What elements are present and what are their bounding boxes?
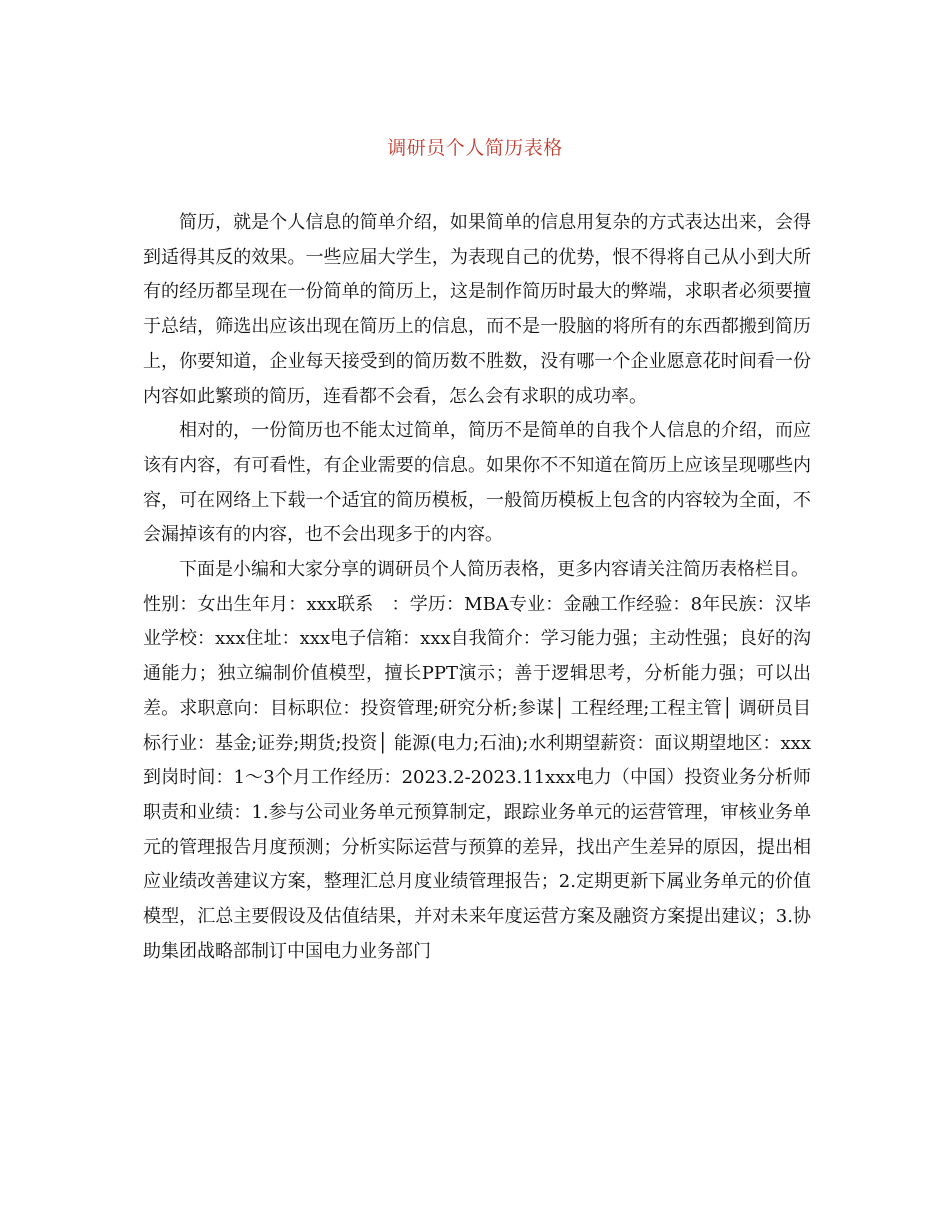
resume-details: 性别：女出生年月：xxx联系 ：学历：MBA专业：金融工作经验：8年民族：汉毕业学校：xxx住址：xxx电子信箱：xxx自我简介：学习能力强；主动性强；良好的沟通能力；独立编制价值模型，擅长PPT演示；善于逻辑思考，分析能力强；可以出差。求职意向：目标职位：投资管理;研究分析;参谋│ 工程经理;工程主管│ 调研员目标行业：基金;证券;期货;投资│ 能源(电力;石油);水利期望薪资：面议期望地区：xxx到岗时间：1～3个月工作经历：2023.2-2023.11xxx电力（中国）投资业务分析师职责和业绩：1.参与公司业务单元预算制定，跟踪业务单元的运营管理，审核业务单元的管理报告月度预测；分析实际运营与预算的差异，找出产生差异的原因，提出相应业绩改善建议方案，整理汇总月度业绩管理报告；2.定期更新下属业务单元的价值模型，汇总主要假设及估值结果，并对未来年度运营方案及融资方案提出建议；3.协助集团战略部制订中国电力业务部门 bbox=[143, 593, 811, 962]
intro-paragraph-2: 相对的，一份简历也不能太过简单，简历不是简单的自我个人信息的介绍，而应该有内容，有可看性，有企业需要的信息。如果你不不知道在简历上应该呈现哪些内容，可在网络上下载一个适宜的简历模板，一般简历模板上包含的内容较为全面，不会漏掉该有的内容，也不会出现多于的内容。 bbox=[143, 420, 811, 546]
document-title: 调研员个人简历表格 bbox=[387, 137, 563, 159]
intro-paragraph-3: 下面是小编和大家分享的调研员个人简历表格，更多内容请关注简历表格栏目。 bbox=[179, 559, 809, 581]
document-body bbox=[143, 206, 811, 969]
intro-paragraph-1: 简历，就是个人信息的简单介绍，如果简单的信息用复杂的方式表达出来，会得到适得其反的效果。一些应届大学生，为表现自己的优势，恨不得将自己从小到大所有的经历都呈现在一份简单的简历上，这是制作简历时最大的弊端，求职者必须要擅于总结，筛选出应该出现在简历上的信息，而不是一股脑的将所有的东西都搬到简历上，你要知道，企业每天接受到的简历数不胜数，没有哪一个企业愿意花时间看一份内容如此繁琐的简历，连看都不会看，怎么会有求职的成功率。 bbox=[143, 212, 811, 407]
